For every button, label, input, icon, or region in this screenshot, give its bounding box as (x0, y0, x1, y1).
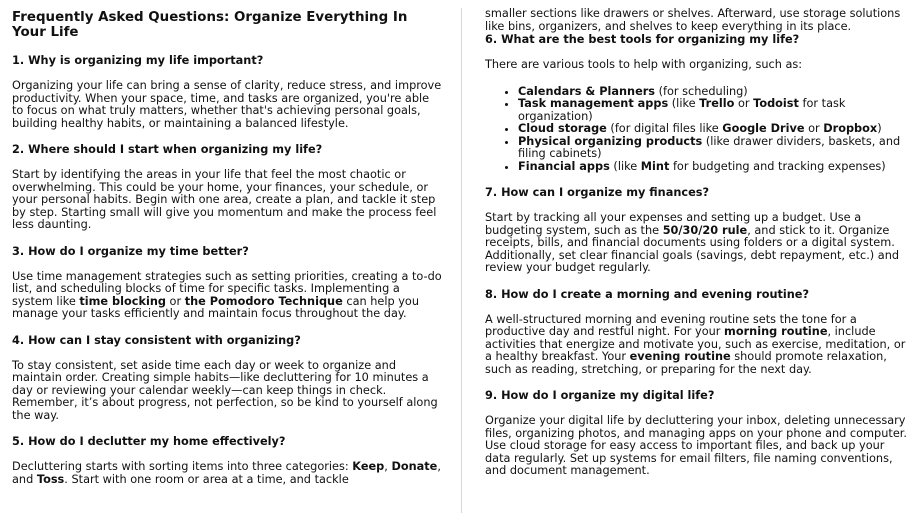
faq-question-2: 2. Where should I start when organizing my life? (12, 143, 323, 156)
emphasis-time-blocking: time blocking (79, 294, 166, 308)
faq-answer-7: Start by tracking all your expenses and setting up a budget. Use a budgeting system, such as the 50/30/20 rule, and stick to it. Organize receipts, bills, and financial documents using folders or a digital system. Additionally, set clear financial goals (savings, debt repayment, etc.) and review your budget regularly. (485, 211, 900, 274)
list-item: • Financial apps (like Mint for budgeting and tracking expenses) (518, 161, 913, 174)
faq-answer-1: Organizing your life can bring a sense of clarity, reduce stress, and improve productivity. When your space, time, and tasks are organized, you're able to focus on what truly matters, whether that's achieving personal goals, building healthy habits, or maintaining a balanced lifestyle. (12, 79, 442, 130)
column-divider (461, 8, 462, 513)
emphasis-toss: Toss (36, 472, 65, 486)
left-column (12, 0, 442, 499)
faq-question-1: 1. Why is organizing my life important? (12, 54, 264, 67)
emphasis-50-30-20: 50/30/20 rule (662, 223, 748, 237)
page-title: Frequently Asked Questions: Organize Everything In Your Life (12, 10, 408, 40)
faq-question-9: 9. How do I organize my digital life? (485, 389, 715, 402)
faq-answer-9: Organize your digital life by decluttering your inbox, deleting unnecessary files, organizing photos, and managing apps on your phone and computer. Use cloud storage for easy access to important files, and back up your data regularly. Set up systems for email filters, file naming conventions, and document management. (485, 414, 907, 477)
tools-list (485, 86, 913, 174)
list-item: • Task management apps (like Trello or Todoist for task organization) (518, 98, 913, 123)
faq-question-7: 7. How can I organize my finances? (485, 186, 710, 199)
list-item: • Cloud storage (for digital files like Google Drive or Dropbox) (518, 123, 913, 136)
faq-question-8: 8. How do I create a morning and evening routine? (485, 287, 810, 301)
faq-answer-5: Decluttering starts with sorting items into three categories: Keep, Donate, and Toss. Start with one room or area at a time, and tackle (12, 460, 441, 486)
faq-question-6: 6. What are the best tools for organizing my life? (485, 33, 800, 46)
faq-answer-2: Start by identifying the areas in your life that feel the most chaotic or overwhelming. This could be your home, your finances, your schedule, or your personal habits. Begin with one area, create a plan, and tackle it step by step. Starting small will give you momentum and make the process feel less daunting. (12, 168, 437, 231)
right-column (485, 0, 913, 491)
emphasis-keep: Keep (352, 460, 385, 473)
faq-question-4: 4. How can I stay consistent with organizing? (12, 333, 301, 347)
emphasis-evening-routine: evening routine (629, 350, 731, 363)
faq-answer-3: Use time management strategies such as setting priorities, creating a to-do list, and scheduling blocks of time for specific tasks. Implementing a system like time blocking or the Pomodoro Technique can help you manage your tasks efficiently and maintain focus throughout the day. (12, 269, 442, 320)
emphasis-donate: Donate (391, 460, 438, 473)
emphasis-pomodoro: the Pomodoro Technique (184, 294, 343, 308)
emphasis-morning-routine: morning routine (724, 325, 828, 338)
faq-answer-6-intro: There are various tools to help with organizing, such as: (485, 58, 803, 71)
list-item: • Physical organizing products (like drawer dividers, baskets, and filing cabinets) (518, 136, 913, 161)
faq-answer-5-continued: smaller sections like drawers or shelves. Afterward, use storage solutions like bins, organizers, and shelves to keep everything in its place. (485, 7, 901, 33)
list-item: • Calendars & Planners (for scheduling) (518, 86, 913, 99)
faq-answer-4: To stay consistent, set aside time each day or week to organize and maintain order. Creating simple habits—like decluttering for 10 minutes a day or reviewing your calendar weekly—can keep things in check. Remember, it’s about progress, not perfection, so be kind to yourself along the way. (12, 358, 438, 422)
faq-question-5: 5. How do I declutter my home effectively? (12, 435, 286, 448)
faq-question-3: 3. How do I organize my time better? (12, 244, 249, 258)
faq-answer-8: A well-structured morning and evening routine sets the tone for a productive day and restful night. For your morning routine, include activities that energize and motivate you, such as exercise, meditation, or a healthy breakfast. Your evening routine should promote relaxation, such as reading, stretching, or preparing for the next day. (485, 312, 906, 376)
